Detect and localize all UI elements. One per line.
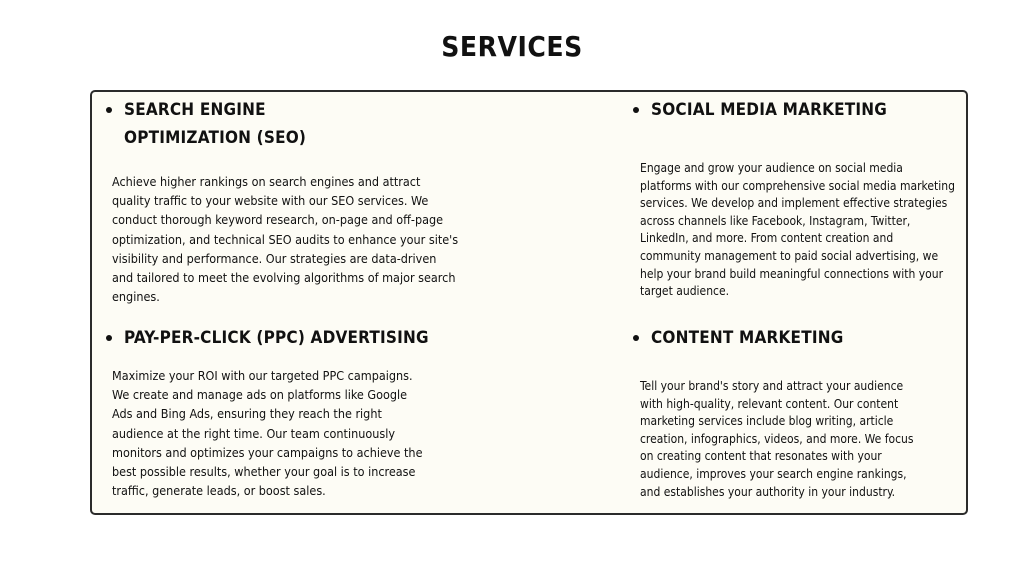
- bullet-icon: [633, 107, 639, 113]
- service-content-marketing: [629, 324, 959, 352]
- service-heading: [629, 324, 959, 352]
- service-title: SEARCH ENGINE OPTIMIZATION (SEO): [124, 100, 307, 148]
- service-heading: [102, 96, 384, 152]
- bullet-icon: [633, 335, 639, 341]
- service-heading: [629, 96, 959, 124]
- service-description: Achieve higher rankings on search engines and attract quality traffic to your website with our SEO services. We conduct thorough keyword research, on-page and off-page optimization, and technical SEO audits to enhance your site's visibility and performance. Our strategies are data-driven and tailored to meet the evolving algorithms of major search engines.: [112, 174, 459, 305]
- service-ppc: [102, 324, 462, 352]
- service-title: SOCIAL MEDIA MARKETING: [651, 100, 888, 120]
- service-seo: [102, 96, 462, 152]
- services-card: [90, 90, 968, 515]
- service-description: Tell your brand's story and attract your audience with high-quality, relevant content. Our content marketing services include blog writing, article creation, infographics, videos, and more. We focus on creating content that resonates with your audience, improves your search engine rankings, and establishes your authority in your industry.: [640, 379, 914, 499]
- service-social-media: [629, 96, 959, 124]
- page-title: SERVICES: [441, 30, 583, 63]
- service-title: CONTENT MARKETING: [651, 328, 844, 348]
- service-title: PAY-PER-CLICK (PPC) ADVERTISING: [124, 328, 429, 348]
- service-description: Engage and grow your audience on social media platforms with our comprehensive social media marketing services. We develop and implement effective strategies across channels like Facebook, Instagram, Twitter, LinkedIn, and more. From content creation and community management to paid social advertising, we help your brand build meaningful connections with your target audience.: [640, 161, 955, 299]
- service-heading: [102, 324, 462, 352]
- bullet-icon: [106, 335, 112, 341]
- service-description: Maximize your ROI with our targeted PPC campaigns. We create and manage ads on platforms like Google Ads and Bing Ads, ensuring they reach the right audience at the right time. Our team continuously monitors and optimizes your campaigns to achieve the best possible results, whether your goal is to increase traffic, generate leads, or boost sales.: [112, 368, 423, 499]
- bullet-icon: [106, 107, 112, 113]
